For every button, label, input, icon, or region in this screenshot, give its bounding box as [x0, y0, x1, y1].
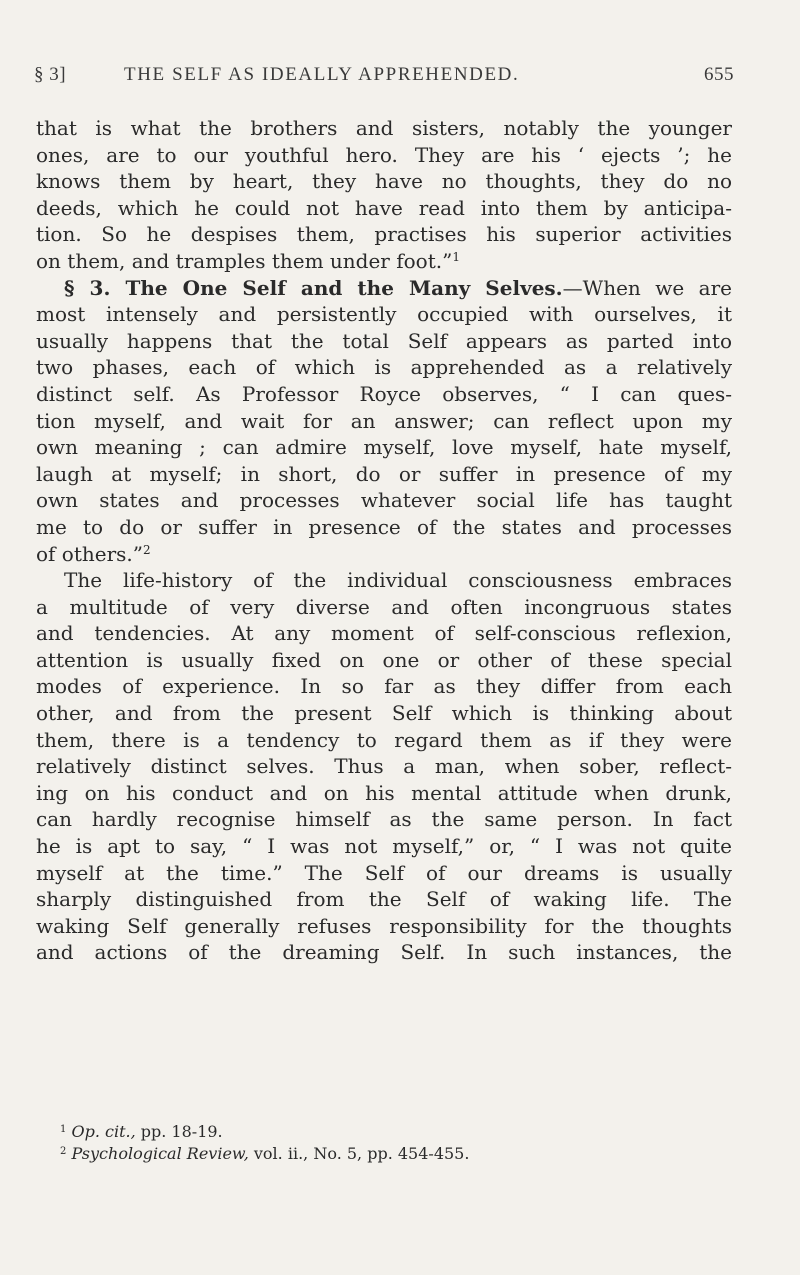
text-line: that is what the brothers and sisters, notably the younger	[36, 116, 732, 140]
footnote-mark: 1	[60, 1124, 67, 1135]
text-line: tion myself, and wait for an answer; can reflect upon my	[36, 408, 732, 433]
footnote-text: vol. ii., No. 5, pp. 454-455.	[248, 1144, 470, 1163]
text-line: sharply distinguished from the Self of waking life. The	[36, 887, 732, 912]
running-head	[34, 64, 734, 94]
text-line: them, there is a tendency to regard them as if they were	[36, 727, 732, 752]
running-title: THE SELF AS IDEALLY APPREHENDED.	[124, 64, 520, 85]
footnote-ref: 1	[452, 249, 460, 264]
footnote-mark: 2	[60, 1146, 67, 1157]
section-heading: § 3. The One Self and the Many Selves.	[64, 275, 563, 300]
footnote-work-title: Psychological Review,	[71, 1144, 249, 1163]
text-line-content: —When we are	[562, 275, 732, 300]
footnote-ref: 2	[143, 542, 151, 557]
text-line: tion. So he despises them, practises his superior activities	[36, 222, 732, 247]
text-line	[36, 248, 732, 275]
text-line: me to do or suffer in presence of the states and processes	[36, 514, 732, 539]
section-mark: § 3]	[34, 64, 67, 85]
text-line: two phases, each of which is apprehended as a relatively	[36, 355, 732, 380]
text-line: own states and processes whatever social life has taught	[36, 488, 732, 513]
footnote-1	[60, 1121, 732, 1143]
page-number: 655	[704, 64, 734, 85]
text-line-content: on them, and tramples them under foot.”	[36, 248, 453, 273]
text-line: usually happens that the total Self appears as parted into	[36, 328, 732, 353]
text-line: distinct self. As Professor Royce observes, “ I can ques-	[36, 381, 732, 406]
text-line: a multitude of very diverse and often incongruous states	[36, 594, 732, 619]
text-line: ones, are to our youthful hero. They are his ‘ ejects ’; he	[36, 142, 732, 167]
text-line: own meaning ; can admire myself, love myself, hate myself,	[36, 435, 732, 460]
text-line: attention is usually fixed on one or other of these special	[36, 647, 732, 672]
footnotes	[60, 1121, 732, 1165]
text-line: laugh at myself; in short, do or suffer in presence of my	[36, 461, 732, 486]
text-line: he is apt to say, “ I was not myself,” or, “ I was not quite	[36, 834, 732, 859]
text-line-content: of others.”	[36, 541, 144, 566]
body-text	[36, 115, 732, 966]
text-line	[36, 541, 732, 568]
text-line: myself at the time.” The Self of our dreams is usually	[36, 860, 732, 885]
footnote-text: pp. 18-19.	[135, 1122, 223, 1141]
text-line: and actions of the dreaming Self. In such instances, the	[36, 940, 732, 965]
text-line: and tendencies. At any moment of self-conscious reflexion,	[36, 621, 732, 646]
text-line: modes of experience. In so far as they differ from each	[36, 674, 732, 699]
text-line: The life-history of the individual consciousness embraces	[64, 568, 732, 593]
section-heading-line	[36, 275, 732, 302]
text-line: knows them by heart, they have no thoughts, they do no	[36, 169, 732, 194]
text-line: most intensely and persistently occupied with ourselves, it	[36, 302, 732, 327]
text-line: other, and from the present Self which is thinking about	[36, 701, 732, 726]
text-line: ing on his conduct and on his mental attitude when drunk,	[36, 780, 732, 805]
footnote-work-title: Op. cit.,	[71, 1122, 136, 1141]
text-line: waking Self generally refuses responsibility for the thoughts	[36, 913, 732, 938]
text-line: can hardly recognise himself as the same person. In fact	[36, 807, 732, 832]
footnote-2	[60, 1143, 732, 1165]
text-line: deeds, which he could not have read into them by anticipa-	[36, 195, 732, 220]
text-line: relatively distinct selves. Thus a man, when sober, reflect-	[36, 754, 732, 779]
